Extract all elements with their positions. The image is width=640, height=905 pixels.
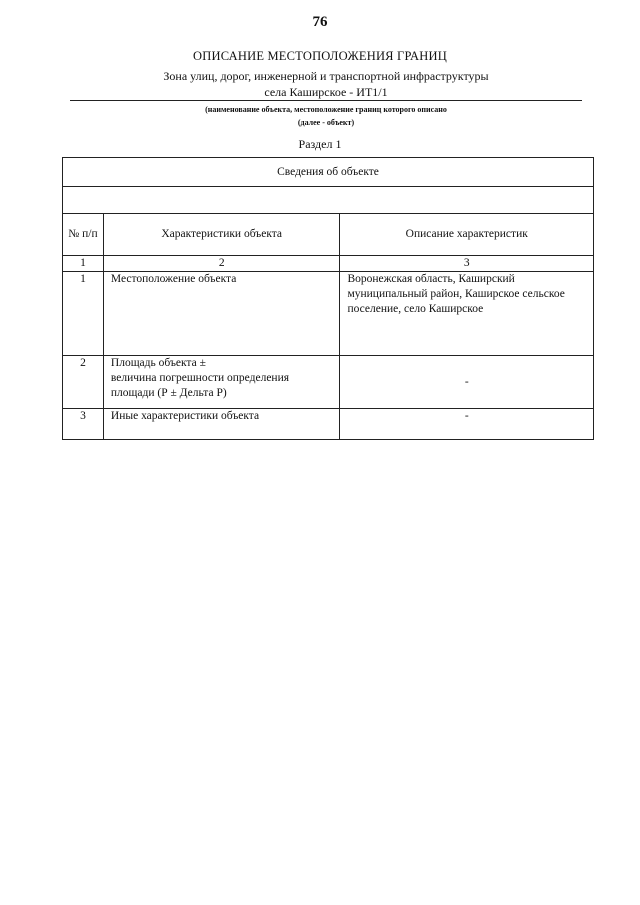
header-description: Описание характеристик [340, 214, 594, 256]
object-name-caption [70, 103, 582, 129]
row-description: Воронежская область, Каширский муниципальный район, Каширское сельское поселение, село Каширское [340, 272, 594, 356]
document-title: ОПИСАНИЕ МЕСТОПОЛОЖЕНИЯ ГРАНИЦ [193, 49, 447, 63]
table-row [63, 356, 594, 409]
object-name-line-2: села Каширское - ИТ1/1 [264, 85, 388, 99]
row-characteristic: Местоположение объекта [103, 272, 340, 356]
row-characteristic [103, 356, 340, 409]
row-number: 3 [63, 409, 104, 440]
object-name-line-1: Зона улиц, дорог, инженерной и транспортной инфраструктуры [163, 69, 489, 83]
table-empty-row [63, 187, 594, 214]
column-number-1: 1 [63, 256, 104, 272]
object-info-table [62, 157, 594, 440]
section-label: Раздел 1 [298, 137, 342, 151]
row-characteristic: Иные характеристики объекта [103, 409, 340, 440]
characteristic-line-1: Площадь объекта ± [110, 357, 206, 369]
header-number: № п/п [63, 214, 104, 256]
row-number: 1 [63, 272, 104, 356]
table-row [63, 272, 594, 356]
row-description: - [340, 409, 594, 440]
object-name [70, 68, 582, 100]
header-characteristics: Характеристики объекта [103, 214, 340, 256]
table-caption: Сведения об объекте [63, 158, 594, 187]
row-description: - [340, 356, 594, 409]
characteristic-line-2: величина погрешности определения [110, 372, 290, 384]
page-number: 76 [312, 14, 328, 30]
underline-divider [70, 100, 582, 101]
characteristic-line-3: площади (Р ± Дельта Р) [110, 387, 227, 399]
row-number: 2 [63, 356, 104, 409]
caption-line-1: (наименование объекта, местоположение границ которого описано [205, 105, 447, 114]
column-number-3: 3 [340, 256, 594, 272]
caption-line-2: (далее - объект) [297, 118, 355, 127]
table-row [63, 409, 594, 440]
column-number-2: 2 [103, 256, 340, 272]
